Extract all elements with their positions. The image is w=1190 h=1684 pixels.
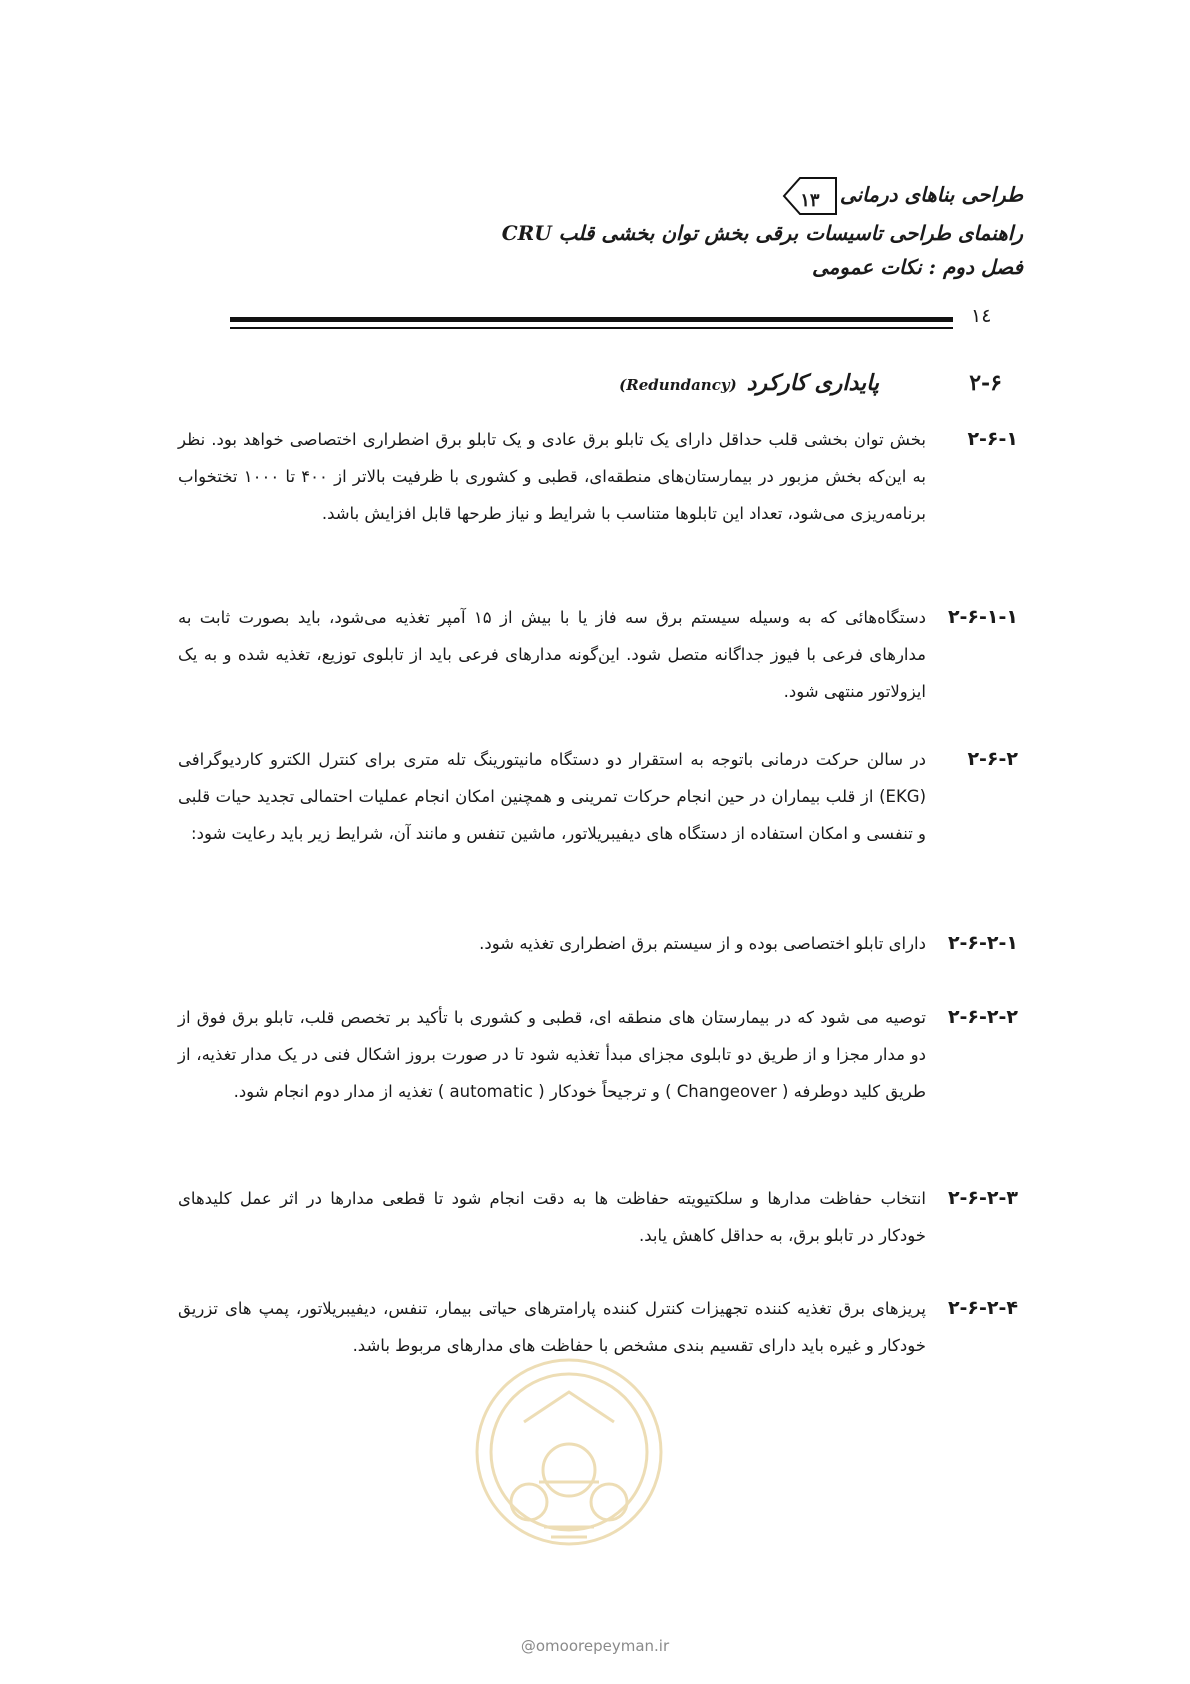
clause-text: دستگاه‌هائی که به وسیله سیستم برق سه فاز یا با بیش از ۱۵ آمپر تغذیه می‌شود، باید بصورت ثابت به مدارهای فرعی با فیوز جداگانه متصل شود. این‌گونه مدارهای فرعی باید از تابلوی توزیع، تغذیه شده و به یک ایزولاتور منتهی شود. [178,608,927,701]
section-title-en: (Redundancy) [619,376,737,394]
clause-text: دارای تابلو اختصاصی بوده و از سیستم برق اضطراری تغذیه شود. [479,934,926,953]
watermark-seal-icon [469,1352,669,1562]
clause-2-6-2-1 [178,925,1018,962]
clause-2-6-2-2 [178,999,1018,1110]
clause-text: بخش توان بخشی قلب حداقل دارای یک تابلو برق عادی و یک تابلو برق اضطراری اختصاصی خواهد بود. نظر به این‌که بخش مزبور در بیمارستان‌های منطقه‌ای، قطبی و کشوری با ظرفیت بالاتر از ۴۰۰ تا ۱۰۰۰ تختخواب برنامه‌ریزی می‌شود، تعداد این تابلوها متناسب با شرایط و نیاز طرحها قابل افزایش باشد. [178,430,926,523]
section-title-fa: پایداری کارکرد [746,370,879,396]
clause-number: ۲-۶-۱-۱ [947,606,1018,628]
clause-text: توصیه می شود که در بیمارستان های منطقه ای، قطبی و کشوری با تأکید بر تخصص قلب، تابلو برق فوق از دو مدار مجزا و از طریق دو تابلوی مجزای مبدأ تغذیه شود تا در صورت بروز اشکال فنی در یک مدار تغذیه، از طریق کلید دوطرفه ( Changeover ) و ترجیحاً خودکار ( automatic ) تغذیه از مدار دوم انجام شود. [178,1008,926,1101]
section-title [619,370,879,396]
series-title-line [203,176,1023,216]
header-rule-thick [230,317,953,322]
page-number: ١٤ [971,305,992,327]
clause-text: انتخاب حفاظت مدارها و سلکتیویته حفاظت ها به دقت انجام شود تا قطعی مدارها در اثر عمل کلیدهای خودکار در تابلو برق، به حداقل کاهش یابد. [178,1189,926,1245]
clause-number: ۲-۶-۱ [967,428,1018,450]
clause-2-6-1 [178,421,1018,532]
clause-2-6-2 [178,741,1018,852]
clause-text: در سالن حرکت درمانی باتوجه به استقرار دو دستگاه مانیتورینگ تله متری برای کنترل الکترو کاردیوگرافی (EKG) از قلب بیماران در حین انجام حرکات تمرینی و همچنین امکان انجام عملیات احتمالی تجدید حیات قلبی و تنفسی و امکان استفاده از دستگاه های دیفیبریلاتور، ماشین تنفس و مانند آن، شرایط زیر باید رعایت شود: [178,750,926,843]
guide-title: راهنمای طراحی تاسیسات برقی بخش توان بخشی قلب CRU [501,221,1023,245]
header-rule-thin [230,327,953,329]
clause-text: پریزهای برق تغذیه کننده تجهیزات کنترل کننده پارامترهای حیاتی بیمار، تنفس، دیفیبریلاتور، پمپ های تزریق خودکار و غیره باید دارای تقسیم بندی مشخص با حفاظت های مدارهای مربوط باشد. [178,1299,926,1355]
clause-number: ۲-۶-۲ [967,748,1018,770]
watermark-site: @omoorepeyman.ir [520,1637,670,1655]
clause-number: ۲-۶-۲-۱ [947,932,1018,954]
series-number-badge [782,176,838,216]
chapter-title: فصل دوم : نکات عمومی [812,255,1023,279]
clause-number: ۲-۶-۲-۲ [947,1006,1018,1028]
section-number: ۲-۶ [969,370,1002,396]
clause-2-6-1-1 [178,599,1018,710]
clause-number: ۲-۶-۲-۴ [947,1297,1018,1319]
series-prefix: طراحی بناهای درمانی [839,182,1023,207]
series-number: ۱۳ [800,190,820,211]
clause-number: ۲-۶-۲-۳ [947,1187,1018,1209]
clause-2-6-2-3 [178,1180,1018,1254]
document-header [203,176,1023,284]
